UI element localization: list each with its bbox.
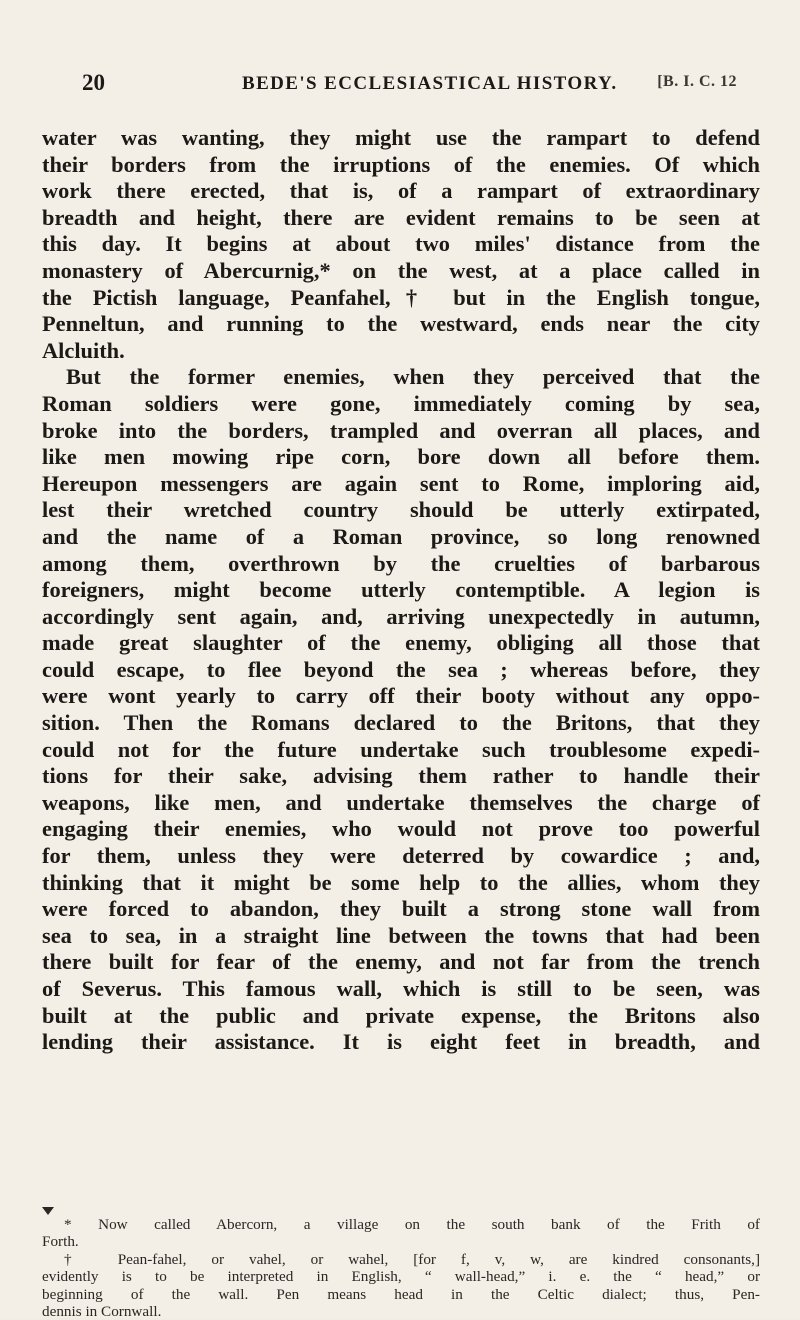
text-line: Alcluith. [42,337,125,363]
text-line: tions for their sake, advising them rather to handle their [42,763,760,789]
text-line: lest their wretched country should be utterly extirpated, [42,497,760,523]
text-line: foreigners, might become utterly contemptible. A legion is [42,577,760,603]
footnote-line: * Now called Abercorn, a village on the south bank of the Frith of [64,1216,760,1233]
text-line: the Pictish language, Peanfahel,† but in the English tongue, [42,284,760,310]
text-line: Penneltun, and running to the westward, ends near the city [42,311,760,337]
text-line: lending their assistance. It is eight feet in breadth, and [42,1029,760,1055]
footnote-separator-mark [42,1207,54,1215]
text-line: built at the public and private expense, the Britons also [42,1002,760,1028]
text-line: monastery of Abercurnig,* on the west, at a place called in [42,257,760,283]
footnote-line: † Pean-fahel, or vahel, or wahel, [for f, v, w, are kindred consonants,] [64,1250,760,1268]
section-reference: [B. I. C. 12 [657,73,737,90]
main-text [42,125,760,1056]
text-line: But the former enemies, when they perceived that the [66,364,760,390]
text-line: there built for fear of the enemy, and not far from the trench [42,949,760,975]
text-line: Hereupon messengers are again sent to Rome, imploring aid, [42,470,760,496]
text-line: for them, unless they were deterred by cowardice ; and, [42,843,760,869]
text-line: among them, overthrown by the cruelties of barbarous [42,550,760,576]
text-line: this day. It begins at about two miles' distance from the [42,231,760,257]
text-line: were forced to abandon, they built a strong stone wall from [42,896,760,922]
page-header [82,70,737,100]
text-line: could not for the future undertake such troublesome expedi- [42,736,760,762]
footnote-line: beginning of the wall. Pen means head in the Celtic dialect; thus, Pen- [42,1285,760,1303]
footnotes [42,1216,760,1320]
text-line: their borders from the irruptions of the enemies. Of which [42,151,760,177]
running-title: BEDE'S ECCLESIASTICAL HISTORY. [242,73,618,94]
text-line: breadth and height, there are evident remains to be seen at [42,204,760,230]
text-line: weapons, like men, and undertake themselves the charge of [42,789,760,815]
text-line: could escape, to flee beyond the sea ; whereas before, they [42,656,760,682]
text-line: Roman soldiers were gone, immediately coming by sea, [42,390,760,416]
text-line: broke into the borders, trampled and overran all places, and [42,417,760,443]
footnote-line: evidently is to be interpreted in English, “ wall-head,” i. e. the “ head,” or [42,1268,760,1286]
text-line: water was wanting, they might use the rampart to defend [42,125,760,150]
text-line: sition. Then the Romans declared to the Britons, that they [42,710,760,736]
text-line: engaging their enemies, who would not prove too powerful [42,816,760,842]
text-line: like men mowing ripe corn, bore down all before them. [42,444,760,470]
text-line: accordingly sent again, and, arriving unexpectedly in autumn, [42,603,760,629]
text-line: sea to sea, in a straight line between the towns that had been [42,922,760,948]
text-line: thinking that it might be some help to the allies, whom they [42,869,760,895]
text-line: made great slaughter of the enemy, obliging all those that [42,630,760,656]
footnote-line: dennis in Cornwall. [42,1302,162,1320]
footnote-line: Forth. [42,1233,79,1251]
text-line: and the name of a Roman province, so long renowned [42,523,760,549]
page-number: 20 [82,70,105,95]
text-line: work there erected, that is, of a rampart of extraordinary [42,178,760,204]
text-line: were wont yearly to carry off their booty without any oppo- [42,683,760,709]
text-line: of Severus. This famous wall, which is still to be seen, was [42,976,760,1001]
